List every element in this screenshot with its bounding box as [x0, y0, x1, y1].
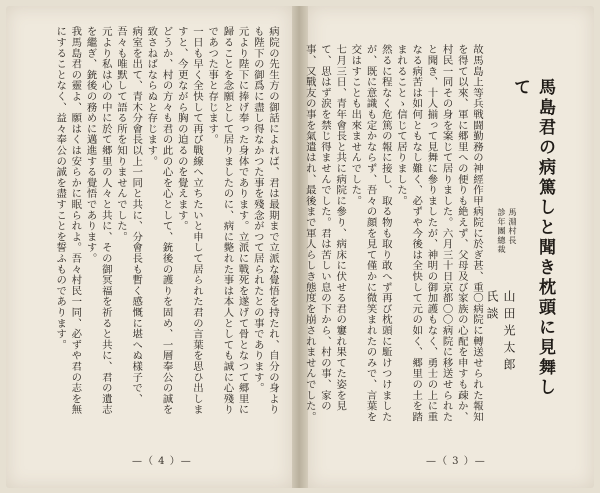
page-number-left: —（ 4 ）—	[132, 456, 192, 467]
paragraph: 我馬島君の靈よ、願はくは安らかに眠られよ。吾々村民一同、必ずや君の志を無にすることなく、益々奉公の誠を盡すことを誓ふものであります。	[54, 26, 82, 415]
paragraph: 七月三日、青年會長と共に病院に參り、病床に伏せる君の窶れ果てた姿を見て、思はず涙を禁じ得ませんでした。君は苦しい息の下から、村の事、家の事、又戰友の事を氣遣はれ、最後まで軍人らしき態度を崩されませんでした。	[303, 44, 347, 422]
right-page-body	[303, 44, 484, 426]
paragraph: 一日も早く全快して再び戰線へ立ちたいと申して居られた君の言葉を思ひ出しますと、今更ながら胸の迫るのを覺えます。	[175, 26, 203, 415]
paragraph: 病院の先生方の御話によれば、君は最期まで立派な覺悟を持たれ、自分の身よりも陛下の御爲に盡し得なかつた事を殘念がつて居られたとの事であります。	[251, 26, 279, 415]
article-title: 馬島君の病篤しと聞き枕頭に見舞して	[510, 78, 555, 398]
paragraph: 元より陛下に捧げ奉った身体であります。立派に戰死を遂げて骨となつて郷里に歸ることを念願として居りましたのに、病に斃れた事は本人としても誠に心殘りであつた事と存じます。	[206, 26, 249, 415]
author-org-2: 診年團總裁	[497, 208, 507, 254]
paragraph: 故馬島上等兵戦闘勤務の神經作甲病院に於ぎ甚、重〇病院に轉送せられた報知を得て以來、軍に郷里への便りも絶えず、父母及び家族の心配を申すも疎か、村民一同その身を案じて居りました。六月三十日京都〇〇病院に移送せられたと聞き、十人揃って見舞に參りましたが、神明の御加護もなく、勇士の上に重なる病苦は如何ともなし難く、必ずや今後は全快して元の如く、郷里の土を踏まれることゝ信じて居りました。	[394, 44, 483, 422]
paragraph: 元より私は心の中に於て郷里の人々と共に、その御冥福を祈ると共に、君の遺志を繼ぎ、銃後の務めに邁進する覺悟であります。	[84, 26, 112, 415]
author-org-1: 馬淵村長	[508, 208, 518, 245]
page-number-right: —（ 3 ）—	[426, 456, 486, 467]
paragraph: どうか、村の方々も君の此の心を心として、銃後の護りを固め、一層奉公の誠を致さねばならぬと存じます。	[145, 26, 173, 415]
paragraph: 然るに程なく危篤の報に接し、取る物も取り敢へず再び枕頭に駈けつけましたが、既に意識も定かならず、吾々の顔を見て僅かに微笑まれたのみで、言葉を交はすことも出來ませんでした。	[349, 44, 392, 422]
author-name: 山田光太郎氏談	[485, 290, 516, 375]
left-page-body	[14, 26, 280, 424]
paragraph: 病室を出て、青木分會長以上一同と共に、分會長も暫く感慨に堪へぬ樣子で、吾々も唯默して語る所を知りませんでした。	[114, 26, 143, 404]
